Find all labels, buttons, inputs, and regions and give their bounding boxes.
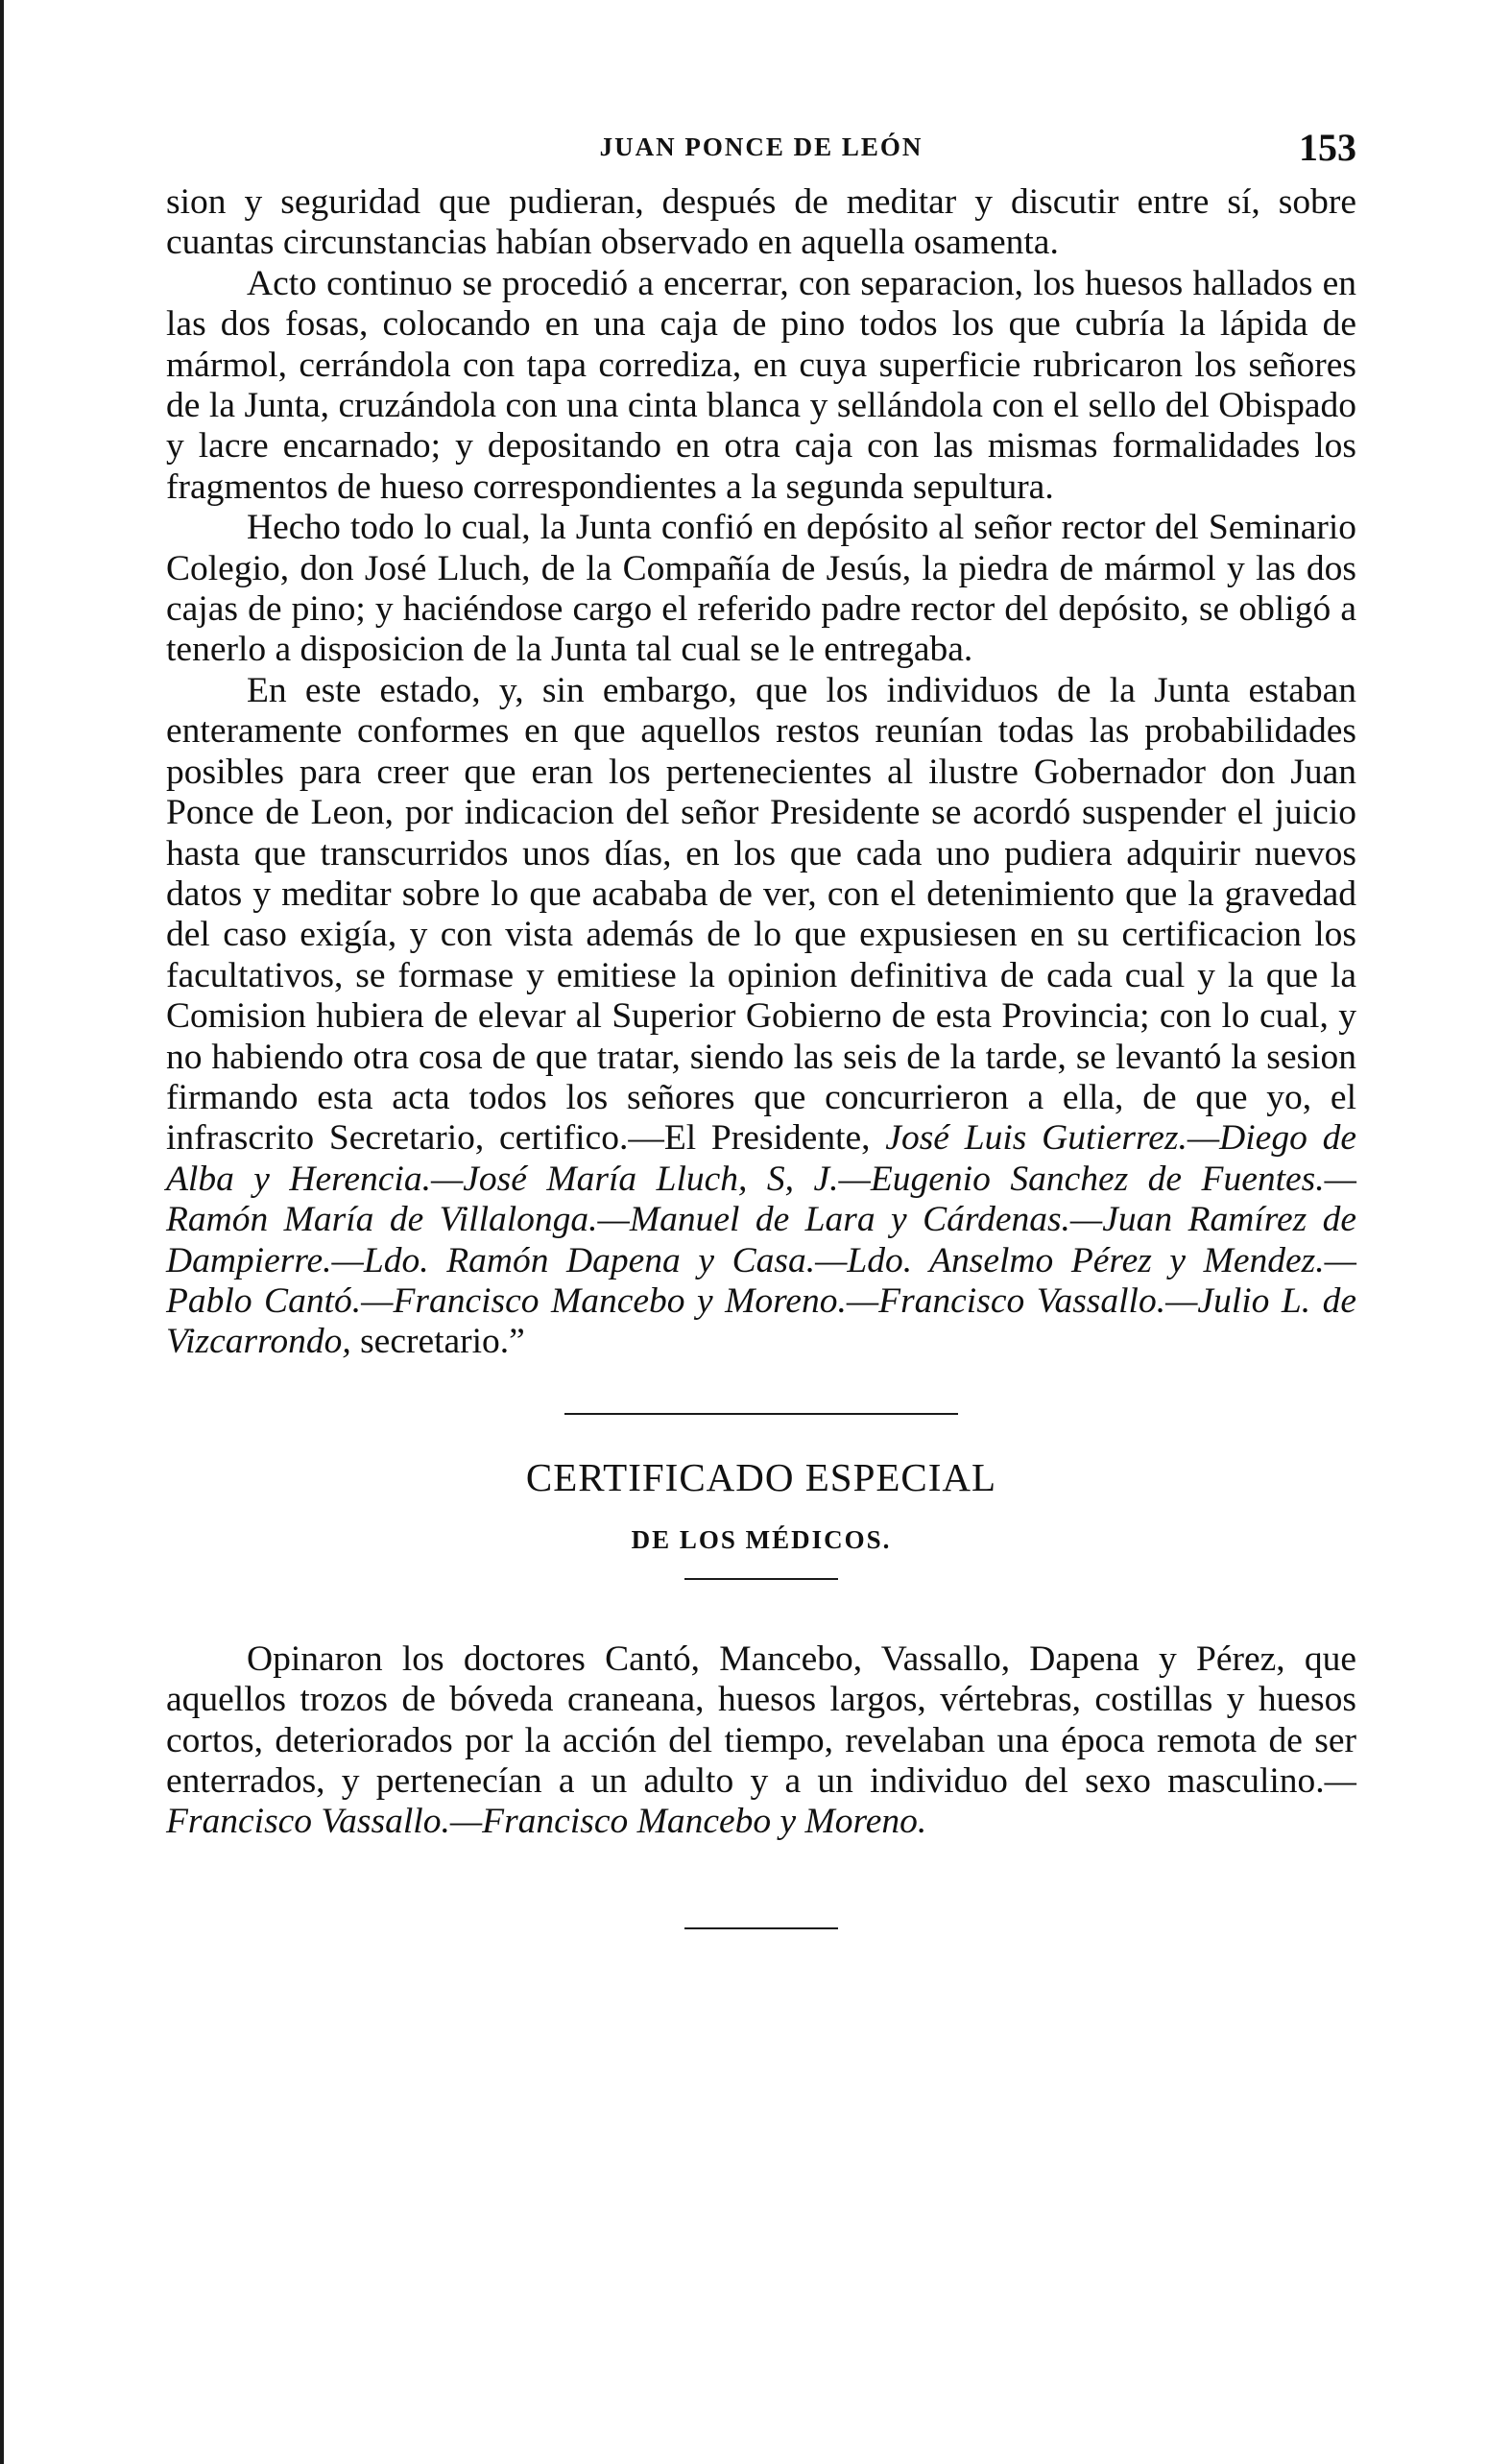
- signatures: José Luis Gutierrez.—Diego de Alba y Herencia.—José María Lluch, S, J.—Eugenio Sanchez de Fuentes.—Ramón María de Villalonga.—Manuel de Lara y Cárdenas.—Juan Ramírez de Dampierre.—Ldo. Ramón Dapena y Casa.—Ldo. Anselmo Pérez y Mendez.—Pablo Cantó.—Francisco Mancebo y Moreno.—Francisco Vassallo.—Julio L. de Vizcarrondo,: [166, 1118, 1356, 1362]
- certificate-signature: —Francisco Vassallo.—Francisco Mancebo y Moreno.: [166, 1761, 1356, 1842]
- paragraph-2: Acto continuo se procedió a encerrar, con separacion, los huesos hallados en las dos fosas, colocando en una caja de pino todos los que cubría la lápida de mármol, cerrándola con tapa corrediza, en cuya superficie rubricaron los señores de la Junta, cruzándola con una cinta blanca y sellándola con el sello del Obispado y lacre encarnado; y depositando en otra caja con las mismas formalidades los fragmentos de hueso correspondientes a la segunda sepultura.: [166, 263, 1356, 507]
- section-title: CERTIFICADO ESPECIAL: [525, 1454, 997, 1499]
- paragraph-4: [166, 671, 1356, 1363]
- certificate-text: Opinaron los doctores Cantó, Mancebo, Vassallo, Dapena y Pérez, que aquellos trozos de bóveda craneana, huesos largos, vértebras, costillas y huesos cortos, deteriorados por la acción del tiempo, revelaban una época remota de ser enterrados, y pertenecían a un adulto y a un individuo del sexo masculino.: [166, 1639, 1356, 1801]
- page-edge-rule: [0, 0, 4, 2464]
- running-title: JUAN PONCE DE LEÓN: [599, 132, 923, 161]
- section-subtitle: DE LOS MÉDICOS.: [631, 1524, 892, 1554]
- running-head: [166, 115, 1356, 182]
- closing-text: secretario.”: [350, 1322, 525, 1362]
- subtitle-rule: [684, 1578, 838, 1580]
- paragraph-1: sion y seguridad que pudieran, después de meditar y discutir entre sí, sobre cuantas circunstancias habían observado en aquella osamenta.: [166, 182, 1356, 263]
- paragraph-3: Hecho todo lo cual, la Junta confió en depósito al señor rector del Seminario Colegio, don José Lluch, de la Compañía de Jesús, la piedra de mármol y las dos cajas de pino; y haciéndose cargo el referido padre rector del depósito, se obligó a tenerlo a disposicion de la Junta tal cual se le entregaba.: [166, 508, 1356, 670]
- paragraph-4-text: En este estado, y, sin embargo, que los individuos de la Junta estaban enteramente conformes en que aquellos restos reunían todas las probabilidades posibles para creer que eran los pertenecientes al ilustre Gobernador don Juan Ponce de Leon, por indicacion del señor Presidente se acordó suspender el juicio hasta que transcurridos unos días, en los que cada uno pudiera adquirir nuevos datos y meditar sobre lo que acababa de ver, con el detenimiento que la gravedad del caso exigía, y con vista además de lo que expusiesen en su certificacion los facultativos, se formase y emitiese la opinion definitiva de cada cual y la que la Comision hubiera de elevar al Superior Gobierno de esta Provincia; con lo cual, y no habiendo otra cosa de que tratar, siendo las seis de la tarde, se levantó la sesion firmando esta acta todos los señores que concurrieron a ella, de que yo, el infrascrito Secretario, certifico.—El Presidente,: [166, 670, 1356, 1159]
- divider-rule: [564, 1413, 958, 1415]
- certificate-paragraph: [166, 1639, 1356, 1843]
- book-page: [166, 115, 1356, 1929]
- page-number: 153: [1299, 126, 1356, 169]
- end-rule: [684, 1927, 838, 1929]
